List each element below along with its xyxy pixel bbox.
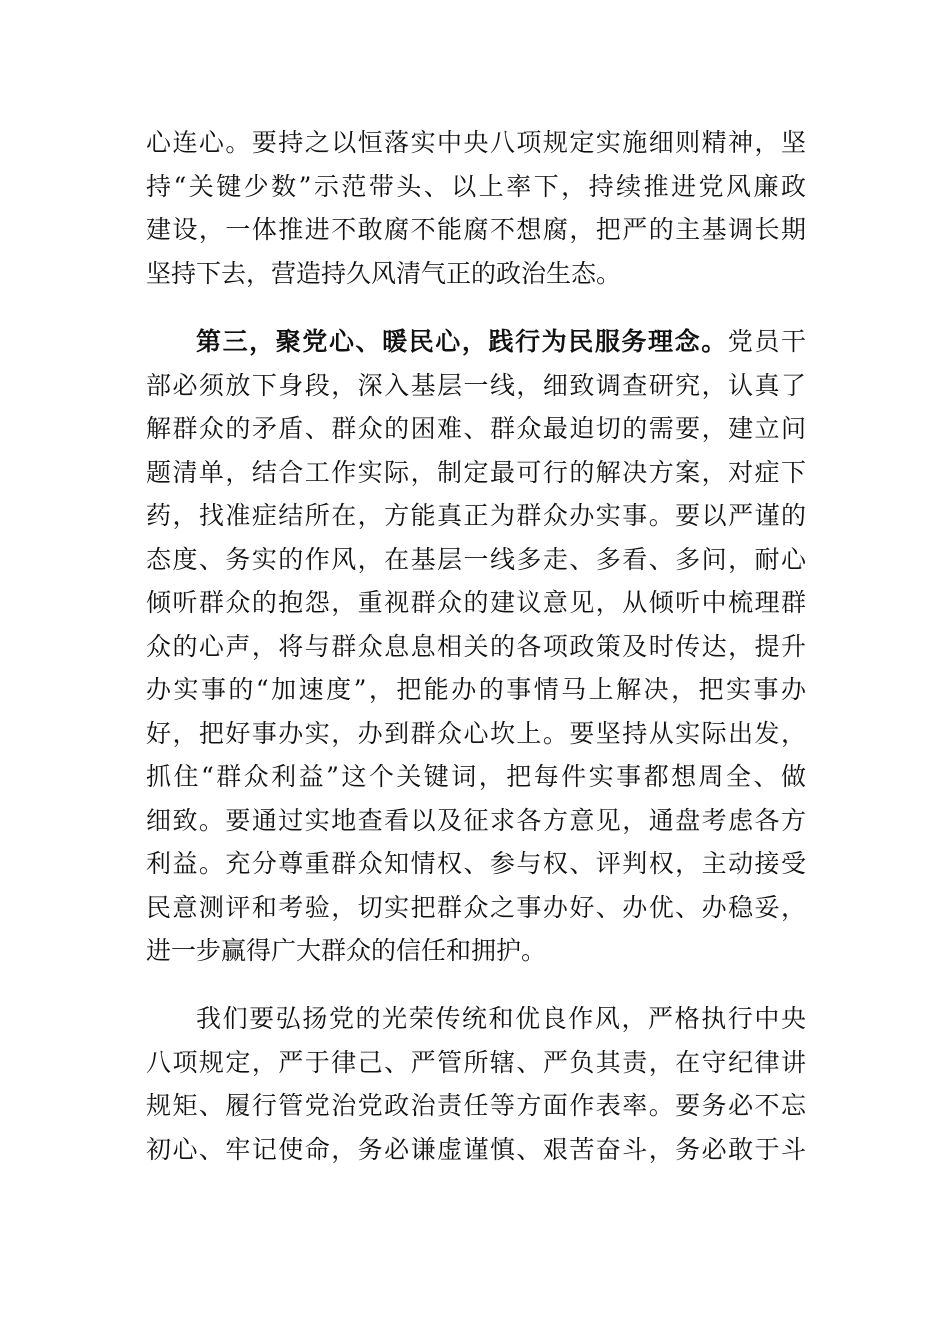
text-line: 办实事的“加速度”，把能办的事情马上解决，把实事办 <box>146 675 806 704</box>
text-line: 初心、牢记使命，务必谦虚谨慎、艰苦奋斗，务必敢于斗 <box>146 1134 806 1164</box>
paragraph-2-first-line <box>146 320 806 364</box>
text-line: 进一步赢得广大群众的信任和拥护。 <box>146 936 547 965</box>
text-line: 药，找准症结所在，方能真正为群众办实事。要以严谨的 <box>146 501 806 530</box>
text-line: 部必须放下身段，深入基层一线，细致调查研究，认真了 <box>146 370 806 400</box>
text-line: 利益。充分尊重群众知情权、参与权、评判权，主动接受 <box>146 849 806 878</box>
text-line: 解群众的矛盾、群众的困难、群众最迫切的需要，建立问 <box>146 414 806 443</box>
text-run: 党员干 <box>727 327 806 356</box>
text-line: 众的心声，将与群众息息相关的各项政策及时传达，提升 <box>146 631 806 661</box>
text-line: 民意测评和考验，切实把群众之事办好、办优、办稳妥， <box>146 892 806 922</box>
text-line: 细致。要通过实地查看以及征求各方意见，通盘考虑各方 <box>146 805 806 835</box>
text-line: 心连心。要持之以恒落实中央八项规定实施细则精神，坚 <box>146 128 806 157</box>
text-line: 八项规定，严于律己、严管所辖、严负其责，在守纪律讲 <box>146 1047 806 1077</box>
text-line: 态度、务实的作风，在基层一线多走、多看、多问，耐心 <box>146 544 806 574</box>
text-line: 倾听群众的抱怨，重视群众的建议意见，从倾听中梳理群 <box>146 588 806 617</box>
text-line: 题清单，结合工作实际，制定最可行的解决方案，对症下 <box>146 457 806 487</box>
text-line: 持“关键少数”示范带头、以上率下，持续推进党风廉政 <box>146 171 806 201</box>
paragraph-2 <box>146 320 806 973</box>
paragraph-1 <box>146 121 806 295</box>
text-line: 规矩、履行管党治党政治责任等方面作表率。要务必不忘 <box>146 1091 806 1120</box>
section-heading: 第三，聚党心、暖民心，践行为民服务理念。 <box>196 327 728 356</box>
text-line: 建设，一体推进不敢腐不能腐不想腐，把严的主基调长期 <box>146 215 806 244</box>
text-line: 我们要弘扬党的光荣传统和优良作风，严格执行中央 <box>196 1004 806 1033</box>
paragraph-3 <box>146 997 806 1171</box>
text-line: 抓住“群众利益”这个关键词，把每件实事都想周全、做 <box>146 762 806 791</box>
text-line: 好，把好事办实，办到群众心坎上。要坚持从实际出发， <box>146 718 806 748</box>
text-line: 坚持下去，营造持久风清气正的政治生态。 <box>146 258 622 288</box>
